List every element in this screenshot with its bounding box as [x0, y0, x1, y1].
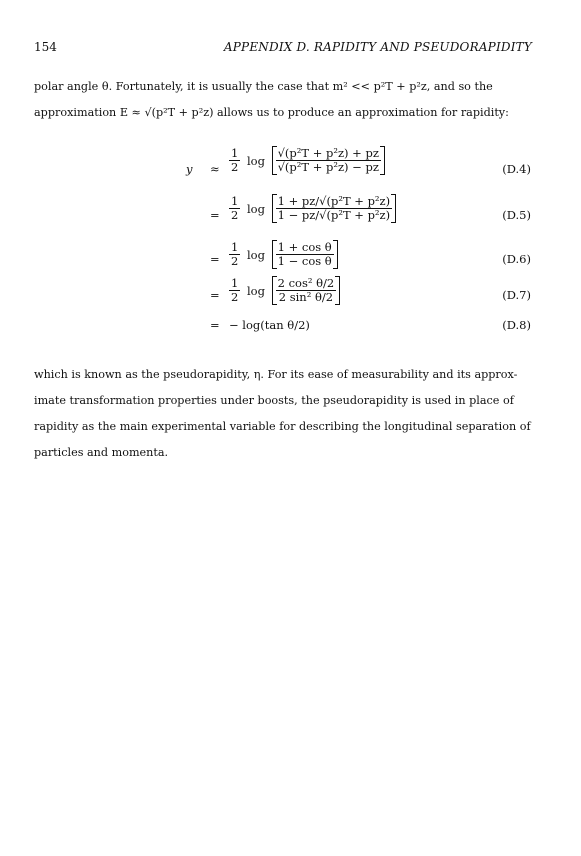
body-paragraph [34, 362, 532, 466]
log-argument [272, 240, 338, 269]
running-header [34, 40, 532, 58]
equation-relation: = [210, 208, 220, 222]
log-argument [272, 276, 341, 305]
argument-denominator: 1 − pz/√(p²T + p²z) [277, 208, 391, 222]
equation-number: (D.8) [502, 318, 531, 332]
body-line-3: rapidity as the main experimental variable for describing the longitudinal separation of [34, 420, 531, 433]
body-line-2: imate transformation properties under boosts, the pseudorapidity is used in place of [34, 394, 514, 407]
argument-numerator: √(p²T + p²z) + pz [277, 146, 379, 160]
one-half: $\frac{1}{2}$ [231, 276, 239, 304]
log-argument [272, 194, 396, 223]
log-operator: log [246, 283, 265, 298]
log-operator: log [246, 153, 265, 168]
equation-number: (D.7) [502, 288, 531, 302]
one-half: $\frac{1}{2}$ [231, 146, 239, 174]
equation-relation: ≈ [210, 162, 220, 176]
argument-numerator: 2 cos² θ/2 [277, 276, 335, 290]
equation-lhs: y [186, 162, 193, 176]
equation-expression: − log(tan θ/2) [229, 318, 310, 332]
equation-number: (D.6) [502, 252, 531, 266]
one-half: $\frac{1}{2}$ [231, 194, 239, 222]
intro-line-2: approximation E ≈ √(p²T + p²z) allows us to produce an approximation for rapidity: [34, 106, 509, 119]
equation-relation: = [210, 318, 220, 332]
body-line-1: which is known as the pseudorapidity, η. For its ease of measurability and its approx- [34, 368, 518, 381]
one-half: $\frac{1}{2}$ [231, 240, 239, 268]
running-title: APPENDIX D. RAPIDITY AND PSEUDORAPIDITY [223, 40, 532, 54]
equation-number: (D.5) [502, 208, 531, 222]
page-number: 154 [34, 40, 57, 54]
log-operator: log [246, 247, 265, 262]
equation-number: (D.4) [502, 162, 531, 176]
equation-relation: = [210, 252, 220, 266]
argument-denominator: 1 − cos θ [277, 254, 332, 268]
intro-line-1: polar angle θ. Fortunately, it is usually the case that m² << p²T + p²z, and so the [34, 80, 493, 93]
intro-paragraph [34, 74, 532, 126]
equation-relation: = [210, 288, 220, 302]
body-line-4: particles and momenta. [34, 446, 169, 459]
argument-denominator: 2 sin² θ/2 [278, 290, 334, 304]
log-argument [272, 146, 385, 175]
argument-denominator: √(p²T + p²z) − pz [277, 160, 379, 174]
log-operator: log [246, 201, 265, 216]
argument-numerator: 1 + pz/√(p²T + p²z) [277, 194, 391, 208]
argument-numerator: 1 + cos θ [277, 240, 332, 254]
